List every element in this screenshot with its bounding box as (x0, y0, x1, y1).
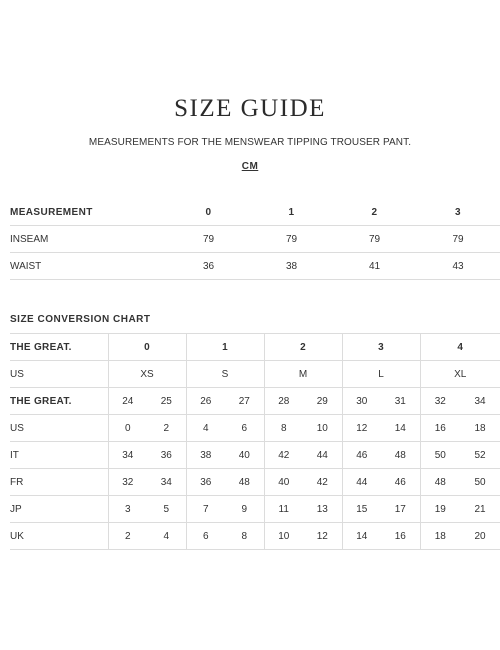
cell-value: 5 (147, 496, 186, 523)
cell-value: 21 (460, 496, 500, 523)
row-label: JP (10, 496, 108, 523)
page-title: SIZE GUIDE (174, 95, 326, 122)
cell-value: 48 (420, 469, 460, 496)
measurement-header-label: MEASUREMENT (10, 199, 167, 226)
size-header: 3 (342, 334, 420, 361)
conversion-row-jp (10, 496, 500, 523)
cell-value: 44 (342, 469, 381, 496)
page-subtitle: MEASUREMENTS FOR THE MENSWEAR TIPPING TROUSER PANT. (88, 137, 412, 148)
measurement-header-size: 1 (250, 199, 333, 226)
cell-value: 34 (108, 442, 147, 469)
cell-value: 14 (342, 523, 381, 550)
row-label: US (10, 361, 108, 388)
cell-value: 2 (108, 523, 147, 550)
cell-value: 24 (108, 388, 147, 415)
cell-value: 8 (225, 523, 264, 550)
cell-value: 2 (147, 415, 186, 442)
size-conversion-table (10, 333, 500, 550)
conversion-chart-title: SIZE CONVERSION CHART (10, 314, 151, 325)
conversion-row-fr (10, 469, 500, 496)
cell-value: 10 (264, 523, 303, 550)
conversion-row-uk (10, 523, 500, 550)
size-header: 1 (186, 334, 264, 361)
measurement-row-waist (10, 253, 500, 280)
cell-value: 18 (420, 523, 460, 550)
cell-value: 16 (381, 523, 420, 550)
conversion-row-the-great (10, 388, 500, 415)
size-header: 4 (420, 334, 500, 361)
measurement-header-size: 2 (333, 199, 416, 226)
cell-value: 0 (108, 415, 147, 442)
cell-value: 16 (420, 415, 460, 442)
measurement-header-row (10, 199, 500, 226)
size-header: 2 (264, 334, 342, 361)
cell-value: 44 (303, 442, 342, 469)
cell-value: 46 (381, 469, 420, 496)
cell-value: 13 (303, 496, 342, 523)
cell-value: 43 (416, 253, 500, 280)
cell-value: 12 (303, 523, 342, 550)
cell-value: 4 (186, 415, 225, 442)
cell-value: 36 (186, 469, 225, 496)
cell-value: 36 (167, 253, 250, 280)
cell-value: 38 (250, 253, 333, 280)
measurement-header-size: 0 (167, 199, 250, 226)
cell-value: 6 (225, 415, 264, 442)
cell-value: 17 (381, 496, 420, 523)
cell-value: 32 (108, 469, 147, 496)
row-label: WAIST (10, 253, 167, 280)
measurement-table (10, 199, 500, 280)
cell-value: 4 (147, 523, 186, 550)
cell-value: 29 (303, 388, 342, 415)
cell-value: 11 (264, 496, 303, 523)
cell-value: 20 (460, 523, 500, 550)
conversion-header-row (10, 334, 500, 361)
cell-value: 26 (186, 388, 225, 415)
cell-value: 32 (420, 388, 460, 415)
row-label: FR (10, 469, 108, 496)
cell-value: 42 (303, 469, 342, 496)
cell-value: 31 (381, 388, 420, 415)
cell-value: 46 (342, 442, 381, 469)
cell-value: 10 (303, 415, 342, 442)
cell-value: 36 (147, 442, 186, 469)
cell-value: 25 (147, 388, 186, 415)
measurement-row-inseam (10, 226, 500, 253)
cell-value: 34 (147, 469, 186, 496)
cell-value: 14 (381, 415, 420, 442)
cell-value: S (186, 361, 264, 388)
cell-value: 42 (264, 442, 303, 469)
row-label: INSEAM (10, 226, 167, 253)
cell-value: 28 (264, 388, 303, 415)
cell-value: 40 (264, 469, 303, 496)
cell-value: 41 (333, 253, 416, 280)
row-label: UK (10, 523, 108, 550)
cell-value: 9 (225, 496, 264, 523)
cell-value: 79 (333, 226, 416, 253)
cell-value: 7 (186, 496, 225, 523)
row-label: THE GREAT. (10, 334, 108, 361)
cell-value: 6 (186, 523, 225, 550)
cell-value: 52 (460, 442, 500, 469)
cell-value: 18 (460, 415, 500, 442)
measurement-header-size: 3 (416, 199, 500, 226)
cell-value: 34 (460, 388, 500, 415)
row-label: IT (10, 442, 108, 469)
cell-value: M (264, 361, 342, 388)
size-header: 0 (108, 334, 186, 361)
cell-value: 48 (225, 469, 264, 496)
cell-value: 8 (264, 415, 303, 442)
cell-value: XL (420, 361, 500, 388)
cell-value: 15 (342, 496, 381, 523)
cell-value: L (342, 361, 420, 388)
cell-value: 3 (108, 496, 147, 523)
cell-value: XS (108, 361, 186, 388)
cell-value: 50 (420, 442, 460, 469)
conversion-row-us (10, 415, 500, 442)
cell-value: 79 (416, 226, 500, 253)
row-label: US (10, 415, 108, 442)
row-label: THE GREAT. (10, 388, 108, 415)
cell-value: 40 (225, 442, 264, 469)
cell-value: 79 (167, 226, 250, 253)
unit-toggle-container (0, 161, 500, 172)
cell-value: 19 (420, 496, 460, 523)
cell-value: 48 (381, 442, 420, 469)
cell-value: 50 (460, 469, 500, 496)
unit-cm-link[interactable]: CM (241, 161, 259, 172)
conversion-row-us-letter (10, 361, 500, 388)
cell-value: 27 (225, 388, 264, 415)
cell-value: 12 (342, 415, 381, 442)
cell-value: 79 (250, 226, 333, 253)
cell-value: 30 (342, 388, 381, 415)
cell-value: 38 (186, 442, 225, 469)
conversion-row-it (10, 442, 500, 469)
